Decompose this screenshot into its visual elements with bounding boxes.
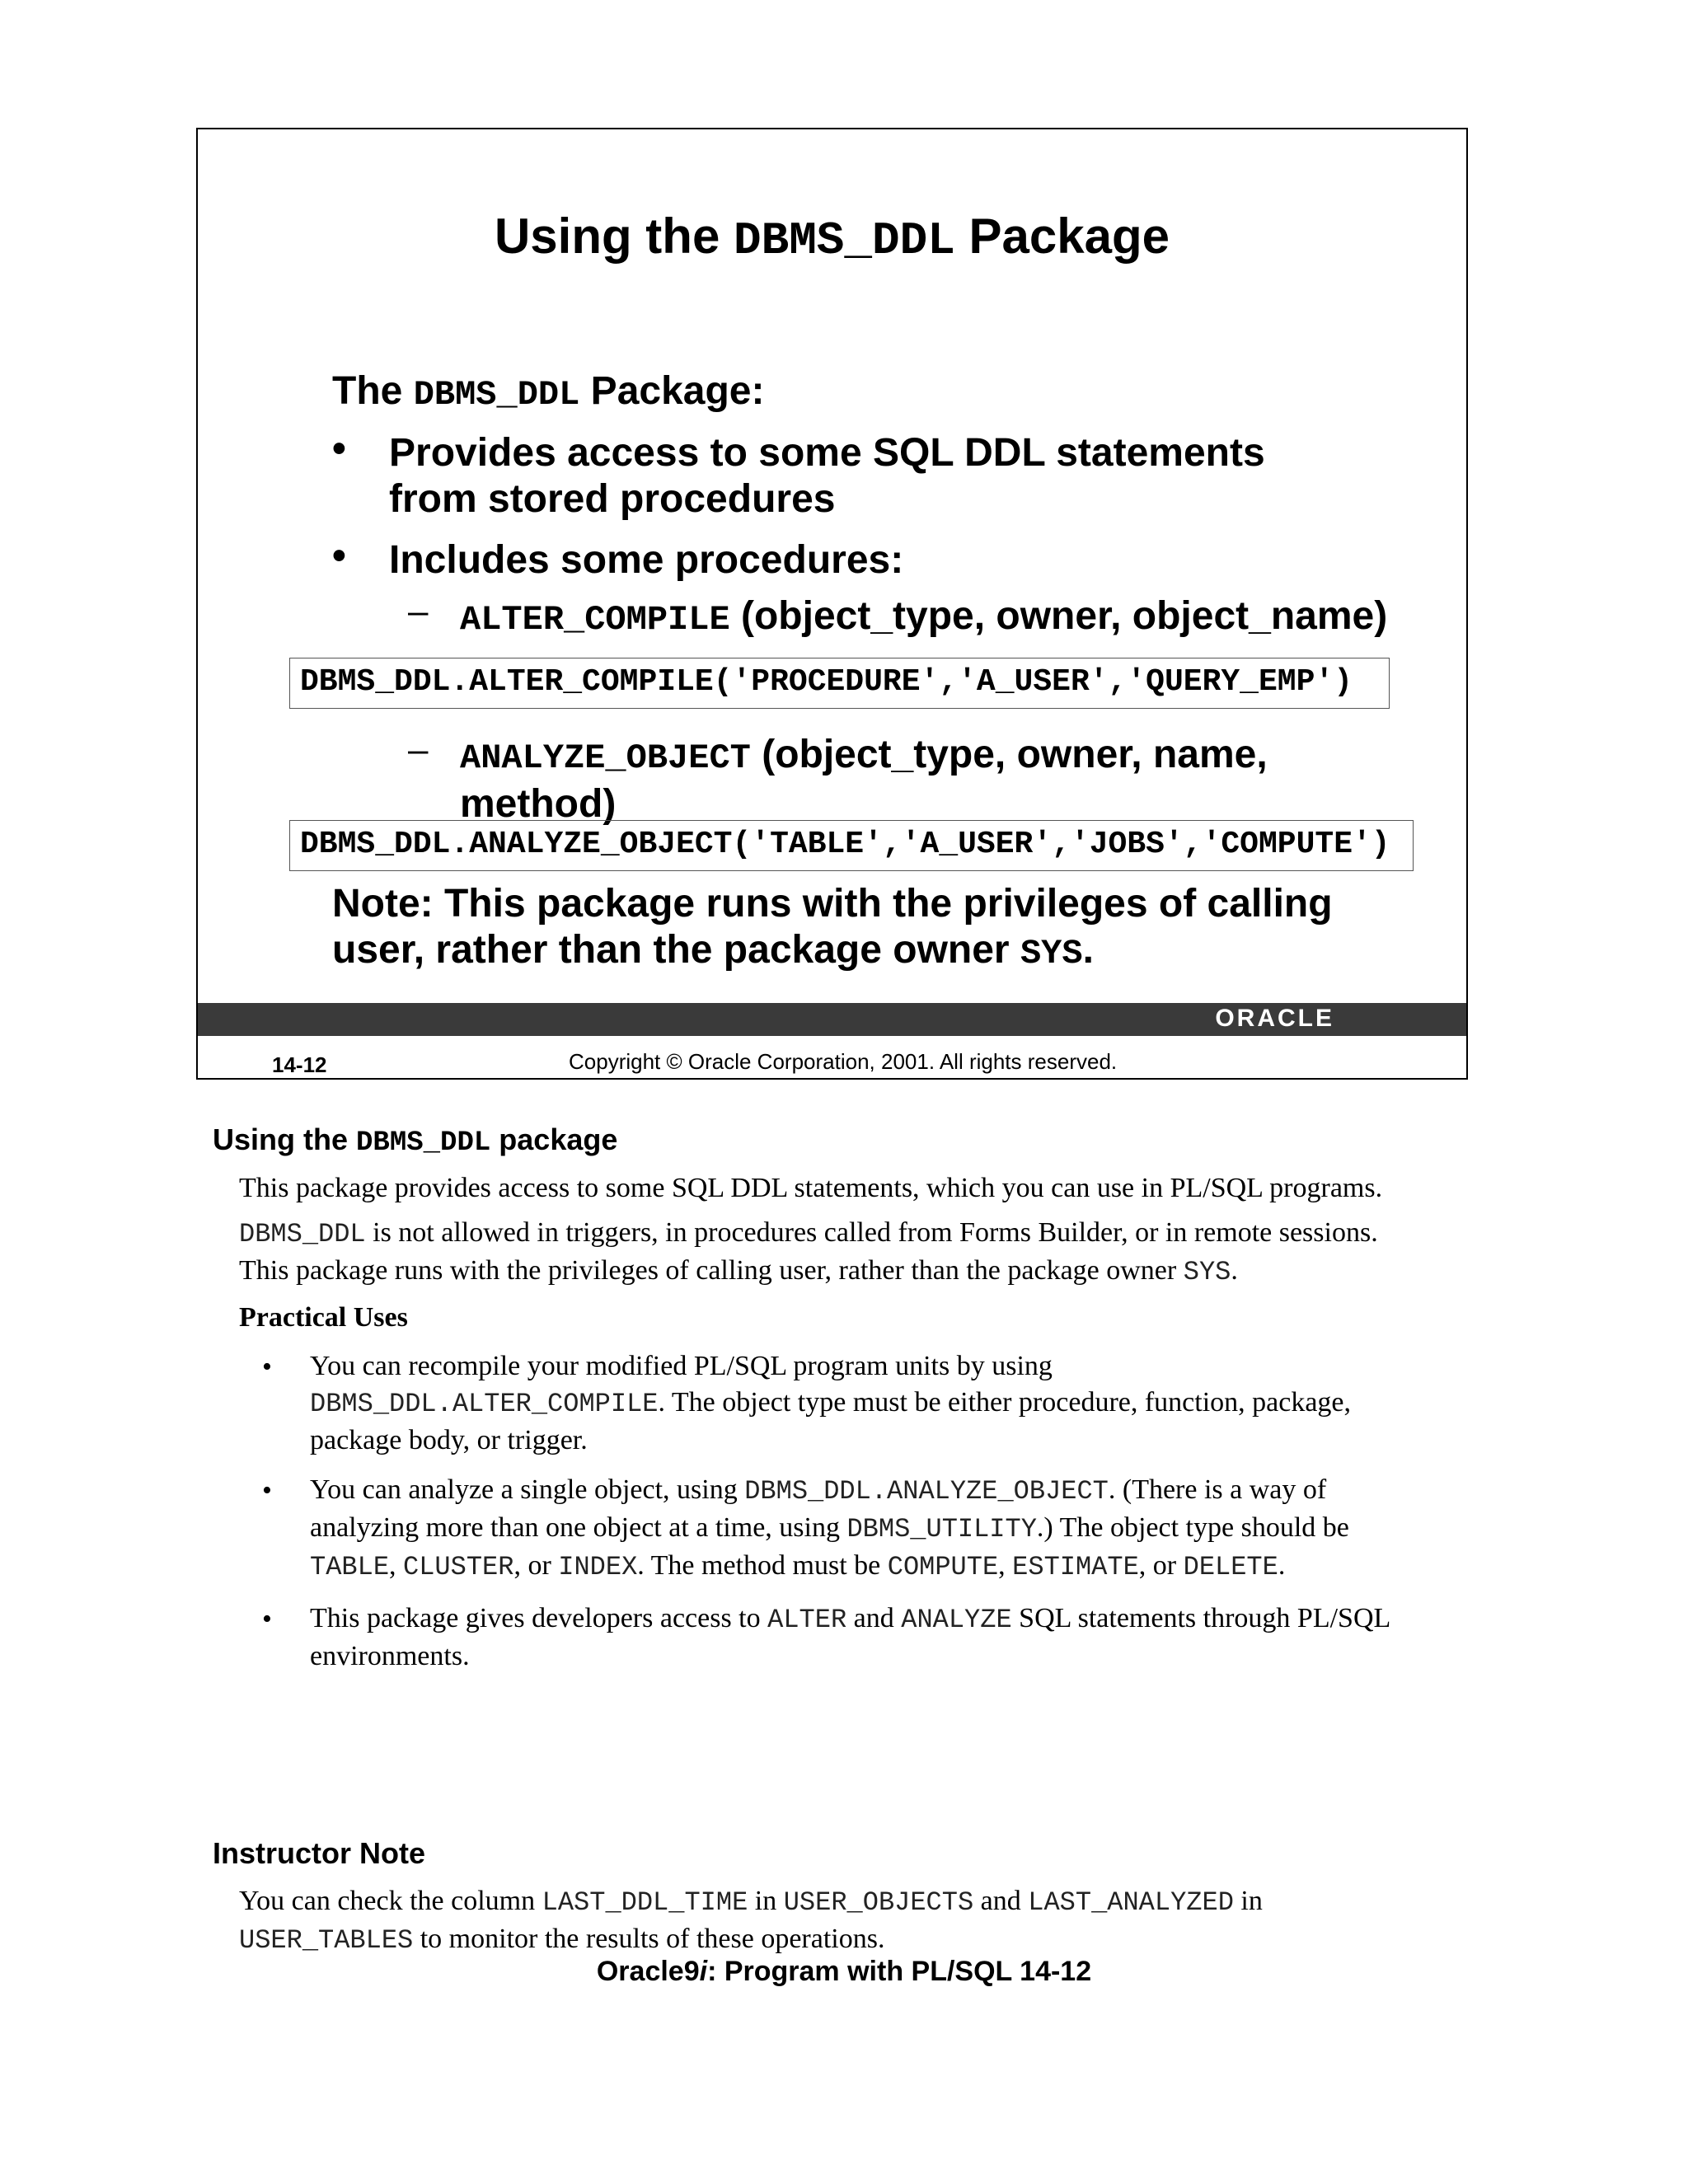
slide-intro-prefix: The — [332, 369, 403, 413]
notes-para-1 — [239, 1170, 1382, 1207]
notes-bullet-2-l3-t4: , — [998, 1550, 1006, 1581]
dash-icon: – — [408, 591, 429, 631]
slide-note-line2-prefix: user, rather than the package owner — [332, 928, 1010, 972]
instructor-l1-t2: and — [980, 1886, 1021, 1916]
notes-para-2-line2-suffix: . — [1231, 1255, 1238, 1286]
instructor-l1-t1: in — [754, 1886, 777, 1916]
instructor-l1-c3: LAST_ANALYZED — [1028, 1887, 1234, 1918]
slide-frame — [196, 128, 1468, 1080]
footer-prefix: Oracle9 — [596, 1956, 700, 1987]
slide-subitem-2-code: ANALYZE_OBJECT — [460, 738, 751, 778]
notes-bullet-2-l1-suffix: . (There is a way of — [1108, 1474, 1327, 1505]
notes-bullet-1-line2: . The object type must be either procedure, function, package, — [658, 1387, 1352, 1418]
bullet-icon: • — [262, 1604, 272, 1634]
slide-intro-code: DBMS_DDL — [413, 375, 580, 415]
slide-bullet-1-line1: Provides access to some SQL DDL statements — [389, 431, 1265, 475]
notes-heading-code: DBMS_DDL — [356, 1127, 491, 1159]
dash-icon: – — [408, 729, 429, 770]
code-example-box — [289, 820, 1414, 871]
slide-title-code: DBMS_DDL — [733, 214, 955, 267]
slide-title-suffix: Package — [968, 209, 1170, 264]
slide-note-line2-suffix: . — [1082, 928, 1094, 972]
code-example-box — [289, 658, 1390, 709]
notes-bullet-2-l3-t3: . The method must be — [637, 1550, 881, 1581]
notes-heading-suffix: package — [499, 1122, 618, 1156]
instructor-l1-c2: USER_OBJECTS — [783, 1887, 974, 1918]
notes-bullet-2-l3-t1: , — [389, 1550, 396, 1581]
notes-bullet-3-code2: ANALYZE — [901, 1605, 1012, 1635]
notes-bullet-3-line2: environments. — [310, 1641, 470, 1671]
notes-para-2-line2-code: SYS — [1183, 1257, 1231, 1287]
notes-bullet-2-l3-c4: COMPUTE — [887, 1552, 999, 1582]
notes-bullet-1-code: DBMS_DDL.ALTER_COMPILE — [310, 1389, 659, 1419]
instructor-l2-suffix: to monitor the results of these operations. — [420, 1924, 885, 1954]
instructor-l2-c1: USER_TABLES — [239, 1925, 414, 1956]
notes-bullet-2-l3-c2: CLUSTER — [403, 1552, 514, 1582]
notes-heading — [213, 1122, 617, 1159]
slide-bullet-2 — [389, 537, 903, 583]
notes-heading-prefix: Using the — [213, 1122, 349, 1156]
notes-bullet-1-line3: package body, or trigger. — [310, 1425, 588, 1455]
notes-bullet-3 — [310, 1601, 1390, 1675]
slide-subitem-2-args-line2: method) — [460, 782, 617, 826]
slide-subitem-1 — [460, 593, 1387, 643]
copyright-text: Copyright © Oracle Corporation, 2001. All rights reserved. — [569, 1049, 1118, 1074]
notes-para-2 — [239, 1215, 1378, 1291]
notes-bullet-2-l2-code: DBMS_UTILITY — [846, 1514, 1037, 1544]
slide-note-line2-code: SYS — [1020, 934, 1083, 973]
slide-note-line1: Note: This package runs with the privileges of calling — [332, 882, 1333, 926]
notes-bullet-2-l3-t6: . — [1278, 1550, 1286, 1581]
code-example-1: DBMS_DDL.ALTER_COMPILE('PROCEDURE','A_USER','QUERY_EMP') — [300, 664, 1353, 700]
notes-bullet-2-l3-c5: ESTIMATE — [1012, 1552, 1139, 1582]
slide-subitem-1-args: (object_type, owner, object_name) — [741, 594, 1388, 638]
code-example-2: DBMS_DDL.ANALYZE_OBJECT('TABLE','A_USER','JOBS','COMPUTE') — [300, 827, 1390, 862]
notes-bullet-2-l3-t5: , or — [1138, 1550, 1177, 1581]
slide-intro-suffix: Package: — [590, 369, 765, 413]
notes-bullet-1 — [310, 1348, 1351, 1459]
instructor-l1-t3: in — [1240, 1886, 1263, 1916]
footer-italic: i — [699, 1956, 708, 1987]
slide-bullet-1-line2: from stored procedures — [389, 477, 836, 521]
oracle-logo: ORACLE — [1215, 1005, 1334, 1032]
notes-bullet-2-l2-prefix: analyzing more than one object at a time, using — [310, 1512, 840, 1543]
bullet-icon: • — [332, 427, 346, 471]
instructor-l1-c1: LAST_DDL_TIME — [542, 1887, 748, 1918]
practical-uses-heading: Practical Uses — [239, 1302, 408, 1333]
notes-para-1-text: This package provides access to some SQL DDL statements, which you can use in PL/SQL programs. — [239, 1173, 1383, 1203]
notes-bullet-3-code1: ALTER — [767, 1605, 847, 1635]
bullet-icon: • — [262, 1475, 272, 1506]
bullet-icon: • — [262, 1352, 272, 1382]
slide-note — [332, 881, 1333, 977]
footer-suffix: : Program with PL/SQL 14-12 — [707, 1956, 1092, 1987]
slide-subitem-2-args: (object_type, owner, name, — [762, 733, 1268, 776]
slide-title-prefix: Using the — [494, 209, 720, 264]
slide-number: 14-12 — [272, 1052, 327, 1077]
notes-bullet-1-line1: You can recompile your modified PL/SQL program units by using — [310, 1351, 1053, 1381]
slide-subitem-1-code: ALTER_COMPILE — [460, 600, 730, 640]
instructor-note-heading: Instructor Note — [213, 1836, 426, 1870]
slide-bullet-1 — [389, 430, 1265, 523]
notes-bullet-2-l3-c6: DELETE — [1183, 1552, 1278, 1582]
notes-bullet-2-l3-t2: , or — [513, 1550, 551, 1581]
notes-bullet-2 — [310, 1472, 1349, 1586]
bullet-icon: • — [332, 534, 346, 578]
page-footer — [0, 1956, 1688, 1988]
notes-bullet-3-prefix: This package gives developers access to — [310, 1603, 761, 1633]
notes-bullet-2-l3-c1: TABLE — [310, 1552, 390, 1582]
notes-bullet-2-l2-suffix: .) The object type should be — [1036, 1512, 1349, 1543]
notes-para-2-code: DBMS_DDL — [239, 1219, 366, 1249]
slide-bullet-2-line1: Includes some procedures: — [389, 538, 904, 582]
notes-para-2-line2-prefix: This package runs with the privileges of calling user, rather than the package owner — [239, 1255, 1177, 1286]
notes-bullet-3-suffix: SQL statements through PL/SQL — [1019, 1603, 1391, 1633]
notes-bullet-3-mid: and — [853, 1603, 894, 1633]
notes-bullet-2-l1-code: DBMS_DDL.ANALYZE_OBJECT — [744, 1476, 1109, 1507]
notes-para-2-line1: is not allowed in triggers, in procedures called from Forms Builder, or in remote sessions. — [373, 1217, 1378, 1248]
slide-title — [198, 208, 1466, 267]
slide-intro — [332, 368, 764, 418]
notes-bullet-2-l1-prefix: You can analyze a single object, using — [310, 1474, 738, 1505]
notes-bullet-2-l3-c3: INDEX — [558, 1552, 638, 1582]
slide-subitem-2 — [460, 732, 1268, 827]
instructor-l1-prefix: You can check the column — [239, 1886, 536, 1916]
instructor-note-text — [239, 1883, 1263, 1959]
